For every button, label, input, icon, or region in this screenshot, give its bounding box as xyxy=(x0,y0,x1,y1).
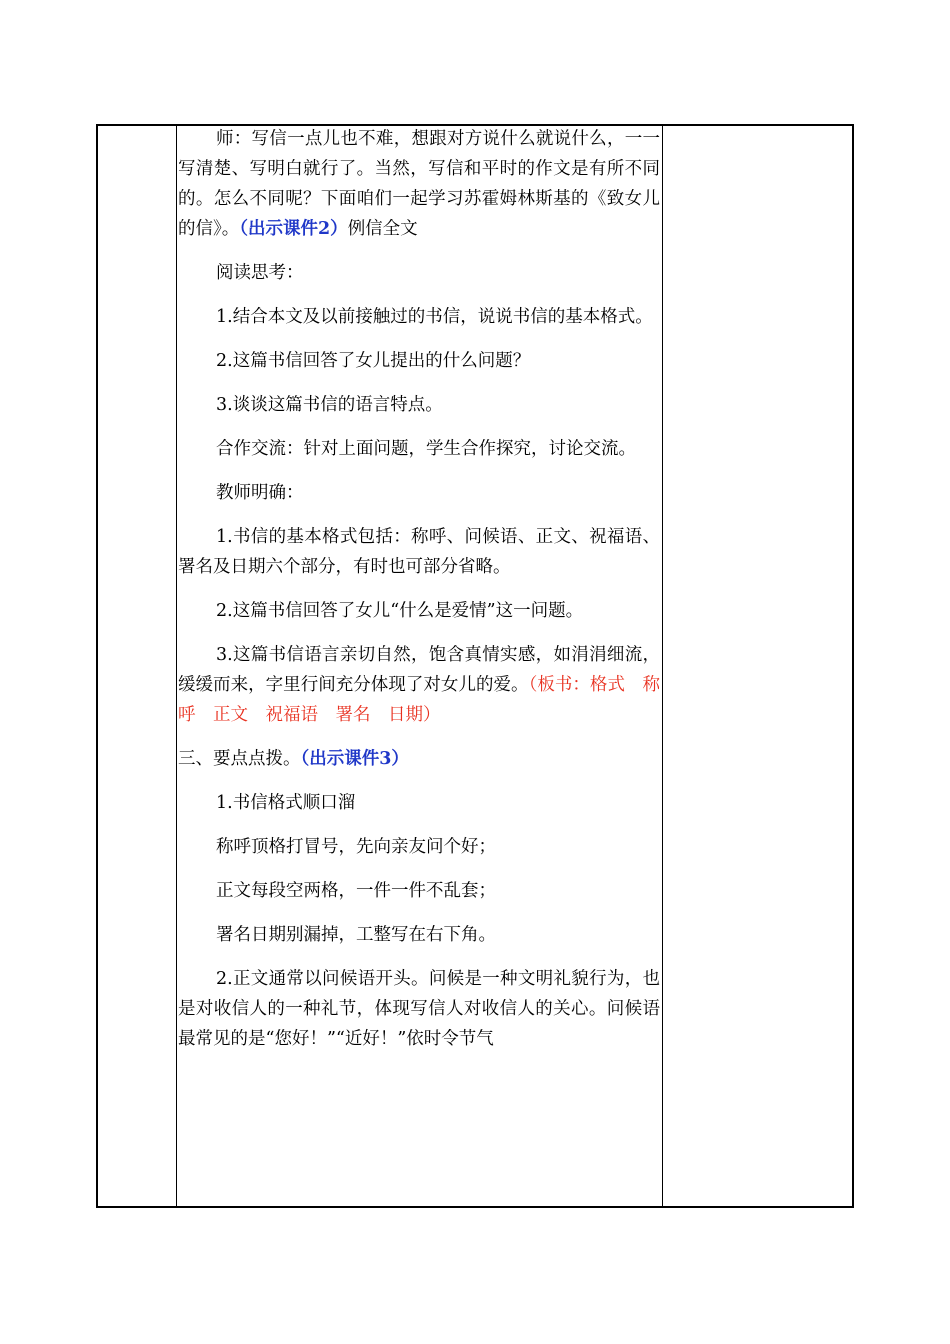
column-divider-right xyxy=(662,126,663,1206)
paragraph-rhyme-line-2: 正文每段空两格，一件一件不乱套； xyxy=(216,881,496,901)
paragraph-question-2: 2.这篇书信回答了女儿提出的什么问题？ xyxy=(216,351,531,371)
paragraph-answer-1: 1.书信的基本格式包括：称呼、问候语、正文、祝福语、署名及日期六个部分，有时也可部分省略。 xyxy=(178,527,660,577)
paragraph-question-3: 3.谈谈这篇书信的语言特点。 xyxy=(216,395,443,415)
paragraph-rhyme-line-1: 称呼顶格打冒号，先向亲友问个好； xyxy=(216,837,496,857)
paragraph-rhyme-line-3: 署名日期别漏掉，工整写在右下角。 xyxy=(216,925,496,945)
paragraph-greeting-note: 2.正文通常以问候语开头。问候是一种文明礼貌行为，也是对收信人的一种礼节，体现写信人对收信人的关心。问候语最常见的是“您好！”“近好！”依时令节气 xyxy=(178,969,660,1049)
paragraph-rhyme-title: 1.书信格式顺口溜 xyxy=(216,793,356,813)
paragraph-cooperation: 合作交流：针对上面问题，学生合作探究，讨论交流。 xyxy=(216,439,636,459)
paragraph-answer-2: 2.这篇书信回答了女儿“什么是爱情”这一问题。 xyxy=(216,601,584,621)
paragraph-question-1: 1.结合本文及以前接触过的书信，说说书信的基本格式。 xyxy=(216,307,653,327)
paragraph-teacher-clarify: 教师明确： xyxy=(216,483,304,503)
section-heading-key-points: 三、要点点拨。（出示课件3） xyxy=(178,749,409,769)
paragraph-answer-3: 3.这篇书信语言亲切自然，饱含真情实感，如涓涓细流，缓缓而来，字里行间充分体现了对女儿的爱。（板书：格式 称呼 正文 祝福语 署名 日期） xyxy=(178,645,661,725)
paragraph-reading-think: 阅读思考： xyxy=(216,263,304,283)
teaching-content-cell xyxy=(176,124,662,1208)
paragraph-teacher-intro: 师：写信一点儿也不难，想跟对方说什么就说什么，一一写清楚、写明白就行了。当然，写信和平时的作文是有所不同的。怎么不同呢？下面咱们一起学习苏霍姆林斯基的《致女儿的信》。（出示课件2）例信全文 xyxy=(178,129,660,239)
